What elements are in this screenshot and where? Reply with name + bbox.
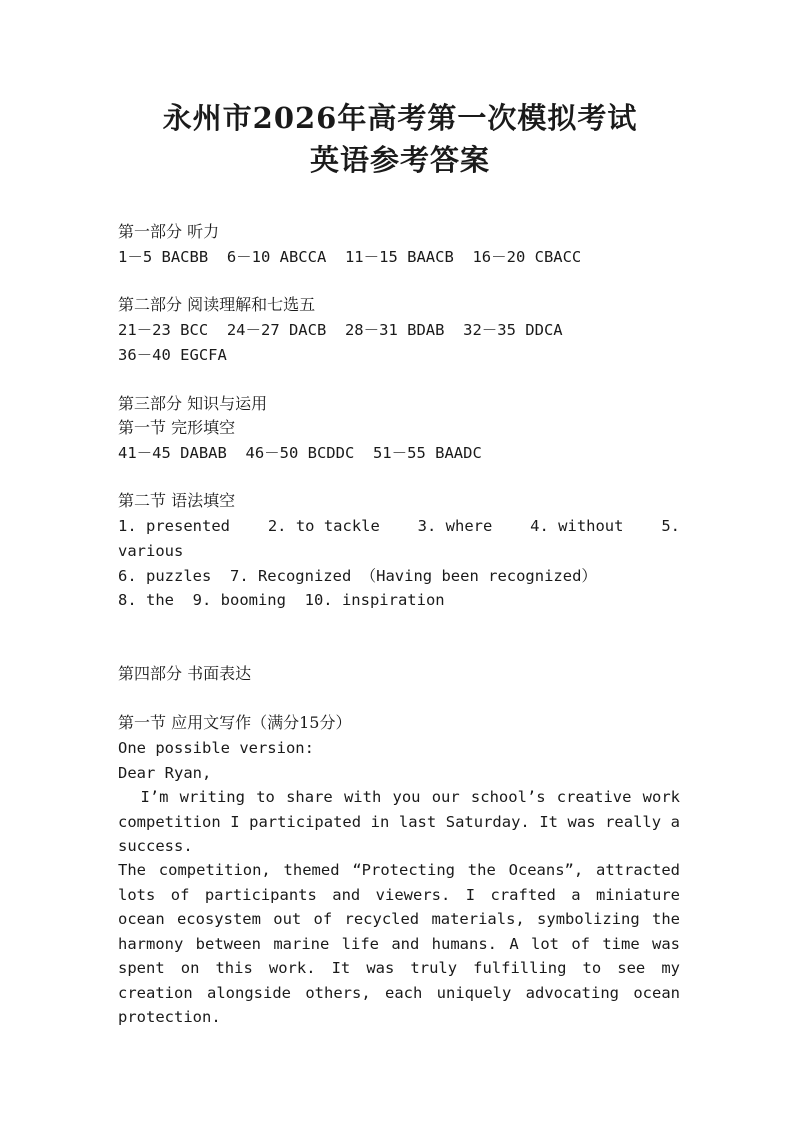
grammar-answers-row1 bbox=[118, 517, 680, 535]
letter-paragraph-1: I’m writing to share with you our school’s creative work competition I participated in last Saturday. It was really a success. bbox=[118, 788, 690, 855]
exam-title: 永州市2026年高考第一次模拟考试 bbox=[162, 101, 638, 135]
grammar-answers-row1-wrap: various bbox=[118, 542, 184, 560]
letter-greeting: Dear Ryan, bbox=[118, 764, 212, 782]
grammar-item-3: 3. where bbox=[417, 517, 493, 535]
part4-section1-heading: 第一节 应用文写作（满分15分） bbox=[118, 713, 352, 732]
grammar-item-1: 1. presented bbox=[118, 517, 230, 535]
part2-answers-line2: 36－40 EGCFA bbox=[118, 346, 227, 364]
part1-answers: 1－5 BACBB 6－10 ABCCA 11－15 BAACB 16－20 CBACC bbox=[118, 248, 582, 266]
grammar-answers-row3: 8. the 9. booming 10. inspiration bbox=[118, 591, 445, 609]
part2-heading: 第二部分 阅读理解和七选五 bbox=[118, 295, 316, 314]
part3-section2-heading: 第二节 语法填空 bbox=[118, 491, 236, 510]
part4-heading: 第四部分 书面表达 bbox=[118, 664, 252, 683]
grammar-item-2: 2. to tackle bbox=[267, 517, 380, 535]
grammar-item-5: 5. bbox=[661, 517, 680, 535]
part3-section1-heading: 第一节 完形填空 bbox=[118, 418, 236, 437]
part3-heading: 第三部分 知识与运用 bbox=[118, 394, 268, 413]
part1-heading: 第一部分 听力 bbox=[118, 222, 220, 241]
grammar-answers-row2: 6. puzzles 7. Recognized （Having been recognized） bbox=[118, 567, 597, 585]
letter-paragraph-2: The competition, themed “Protecting the Oceans”, attracted lots of participants and viewers. I crafted a miniature ocean ecosystem out of recycled materials, symbolizing the harmony between marine life and humans. A lot of time was spent on this work. It was truly fulfilling to see my creation alongside others, each uniquely advocating ocean protection. bbox=[118, 861, 680, 1026]
grammar-item-4: 4. without bbox=[530, 517, 624, 535]
part2-answers-line1: 21－23 BCC 24－27 DACB 28－31 BDAB 32－35 DDCA bbox=[118, 321, 563, 339]
part3-section1-answers: 41－45 DABAB 46－50 BCDDC 51－55 BAADC bbox=[118, 444, 482, 462]
exam-subtitle: 英语参考答案 bbox=[309, 143, 490, 177]
possible-version-label: One possible version: bbox=[118, 739, 314, 757]
